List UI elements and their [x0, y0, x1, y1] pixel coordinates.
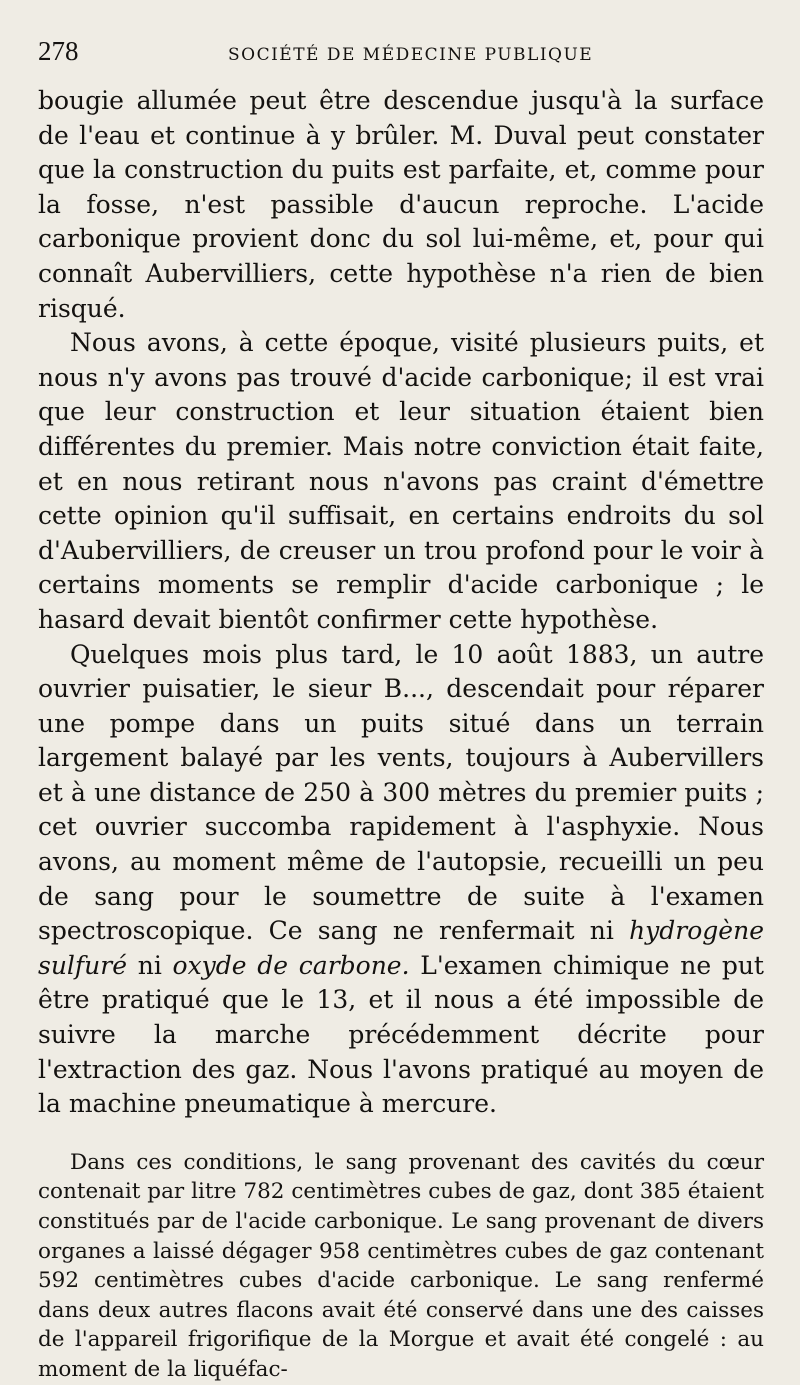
main-text [38, 84, 764, 1122]
paragraph-3-text-end: L'examen chimique ne put être pratiqué que le 13, et il nous a été impossible de suivre la marche précédemment décrite pour l'extraction des gaz. Nous l'avons pratiqué au moyen de la machine pneumatique à mercure. [38, 950, 764, 1119]
running-head [38, 36, 764, 76]
italic-hydrogene-sulfure: hydrogène sulfuré [38, 916, 764, 980]
small-print-text [38, 1148, 764, 1385]
paragraph-3-text-between: ni [127, 950, 173, 980]
paragraph-3 [38, 638, 764, 1122]
paragraph-2: Nous avons, à cette époque, visité plusieurs puits, et nous n'y avons pas trouvé d'acide carbonique; il est vrai que leur construction et leur situation étaient bien différentes du premier. Mais notre conviction était faite, et en nous retirant nous n'avons pas craint d'émettre cette opinion qu'il suffisait, en certains endroits du sol d'Aubervilliers, de creuser un trou profond pour le voir à certains moments se remplir d'acide carbonique ; le hasard devait bientôt confirmer cette hypothèse. [38, 328, 764, 634]
paragraph-3-text-start: Quelques mois plus tard, le 10 août 1883, un autre ouvrier puisatier, le sieur B..., descendait pour réparer une pompe dans un puits situé dans un terrain largement balayé par les vents, toujours à Aubervillers et à une distance de 250 à 300 mètres du premier puits ; cet ouvrier succomba rapidement à l'asphyxie. Nous avons, au moment même de l'autopsie, recueilli un peu de sang pour le soumettre de suite à l'examen spectroscopique. Ce sang ne renfermait ni [38, 639, 764, 946]
paragraph-4: Dans ces conditions, le sang provenant des cavités du cœur contenait par litre 782 centimètres cubes de gaz, dont 385 étaient constitués par de l'acide carbonique. Le sang provenant de divers organes a laissé dégager 958 centimètres cubes de gaz contenant 592 centimètres cubes d'acide carbonique. Le sang renfermé dans deux autres flacons avait été conservé dans une des caisses de l'appareil frigorifique de la Morgue et avait été congelé : au moment de la liquéfac- [38, 1149, 764, 1382]
page-number: 278 [38, 36, 79, 66]
paragraph-1: bougie allumée peut être descendue jusqu'à la surface de l'eau et continue à y brûler. M. Duval peut constater que la construction du puits est parfaite, et, comme pour la fosse, n'est passible d'aucun reproche. L'acide carbonique provient donc du sol lui-même, et, pour qui connaît Aubervilliers, cette hypothèse n'a rien de bien risqué. [38, 86, 764, 323]
italic-oxyde-de-carbone: oxyde de carbone. [172, 950, 410, 980]
journal-title: SOCIÉTÉ DE MÉDECINE PUBLIQUE [228, 45, 594, 65]
